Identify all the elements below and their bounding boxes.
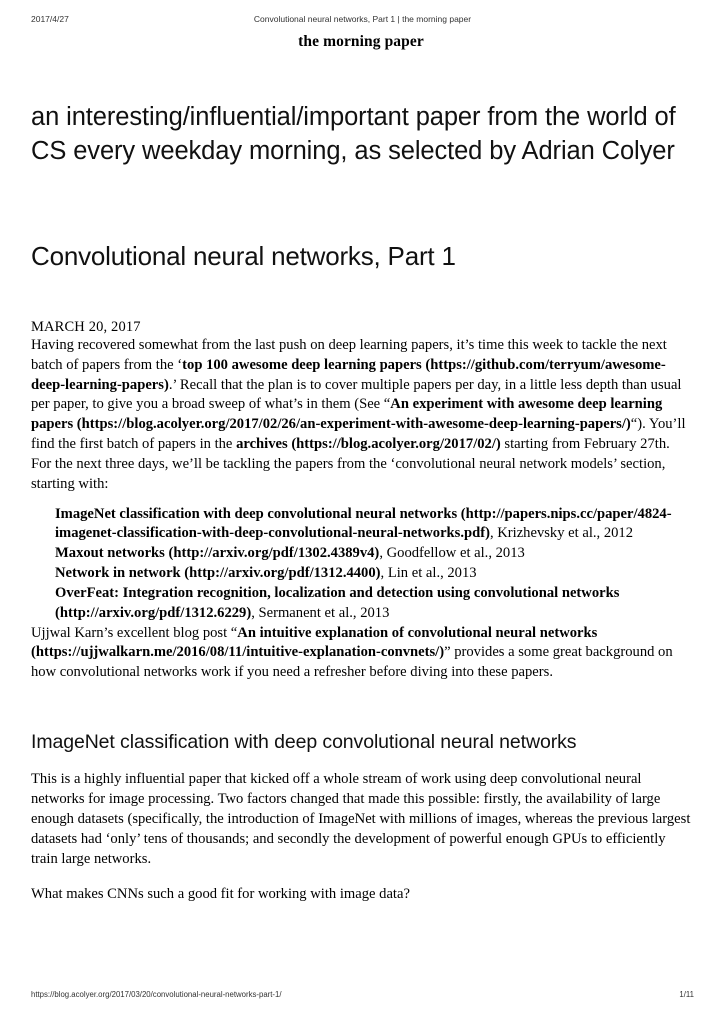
ujjwal-paragraph	[31, 624, 691, 684]
list-item	[55, 584, 691, 624]
print-footer-url: https://blog.acolyer.org/2017/03/20/convolutional-neural-networks-part-1/	[31, 990, 282, 999]
intro-text-part-3: “). You’ll find the first batch of papers in the	[31, 416, 686, 453]
print-header-date: 2017/4/27	[31, 14, 69, 24]
link-archives[interactable]: archives (https://blog.acolyer.org/2017/02/)	[236, 436, 501, 453]
page-content	[31, 0, 691, 904]
intro-text-part-1: Having recovered somewhat from the last push on deep learning papers, it’s time this week to tackle the next batch of papers from the ‘	[31, 336, 667, 373]
paper-link[interactable]: Maxout networks (http://arxiv.org/pdf/1302.4389v4)	[55, 545, 380, 562]
post-date-value: MARCH 20, 2017	[31, 318, 141, 335]
link-intuitive-explanation-convnets[interactable]: An intuitive explanation of convolutional neural networks (https://ujjwalkarn.me/2016/08/11/intuitive-explanation-convnets/)	[31, 624, 598, 661]
intro-text-part-2: .’ Recall that the plan is to cover multiple papers per day, in a little less depth than usual per paper, to give you a broad sweep of what’s in them (See “	[31, 376, 682, 413]
paper-citation: , Sermanent et al., 2013	[251, 604, 390, 621]
section-heading-imagenet: ImageNet classification with deep convolutional neural networks	[31, 731, 577, 754]
paper-citation: , Goodfellow et al., 2013	[379, 545, 525, 562]
paper-list	[31, 505, 691, 624]
list-item	[55, 505, 691, 545]
ujjwal-text-part-2: ” provides a some great background on how convolutional networks work if you need a refresher before diving into these papers.	[31, 644, 673, 681]
print-footer	[0, 990, 725, 1004]
intro-paragraph	[31, 336, 691, 495]
site-tagline: an interesting/influential/important paper from the world of CS every weekday morning, as selected by Adrian Colyer	[31, 103, 676, 165]
section-question: What makes CNNs such a good fit for working with image data?	[31, 885, 410, 902]
paper-link[interactable]: Network in network (http://arxiv.org/pdf/1312.4400)	[55, 565, 381, 582]
list-item	[55, 564, 691, 584]
page-title: Convolutional neural networks, Part 1	[31, 240, 456, 271]
link-an-experiment-with-awesome-deep-learning-papers[interactable]: An experiment with awesome deep learning papers (https://blog.acolyer.org/2017/02/26/an-experiment-with-awesome-deep-learning-papers/)	[31, 396, 663, 433]
list-item	[55, 544, 691, 564]
print-header-title: Convolutional neural networks, Part 1 | the morning paper	[253, 14, 472, 24]
post-date	[31, 319, 691, 336]
link-awesome-deep-learning-papers[interactable]: top 100 awesome deep learning papers (https://github.com/terryum/awesome-deep-learning-papers)	[31, 356, 666, 393]
site-title: the morning paper	[298, 33, 424, 50]
print-footer-page-number: 1/11	[679, 990, 694, 999]
paper-citation: , Lin et al., 2013	[380, 565, 477, 582]
ujjwal-text-part-1: Ujjwal Karn’s excellent blog post “	[31, 624, 238, 641]
paper-citation: , Krizhevsky et al., 2012	[489, 525, 634, 542]
paper-link[interactable]: ImageNet classification with deep convolutional neural networks (http://papers.nips.cc/paper/4824-imagenet-classification-with-deep-convolutional-neural-networks.pdf)	[55, 505, 672, 542]
paper-link[interactable]: OverFeat: Integration recognition, localization and detection using convolutional networks (http://arxiv.org/pdf/1312.6229)	[55, 584, 620, 621]
section-paragraph: This is a highly influential paper that kicked off a whole stream of work using deep convolutional neural networks for image processing. Two factors changed that made this possible: firstly, the availability of large enough datasets (specifically, the introduction of ImageNet with millions of images, whereas the previous largest datasets had ‘only’ tens of thousands; and secondly the development of powerful enough GPUs to efficiently train large networks.	[31, 771, 691, 867]
intro-text-part-4: starting from February 27th. For the next three days, we’ll be tackling the papers from the ‘convolutional neural network models’ section, starting with:	[31, 436, 670, 492]
